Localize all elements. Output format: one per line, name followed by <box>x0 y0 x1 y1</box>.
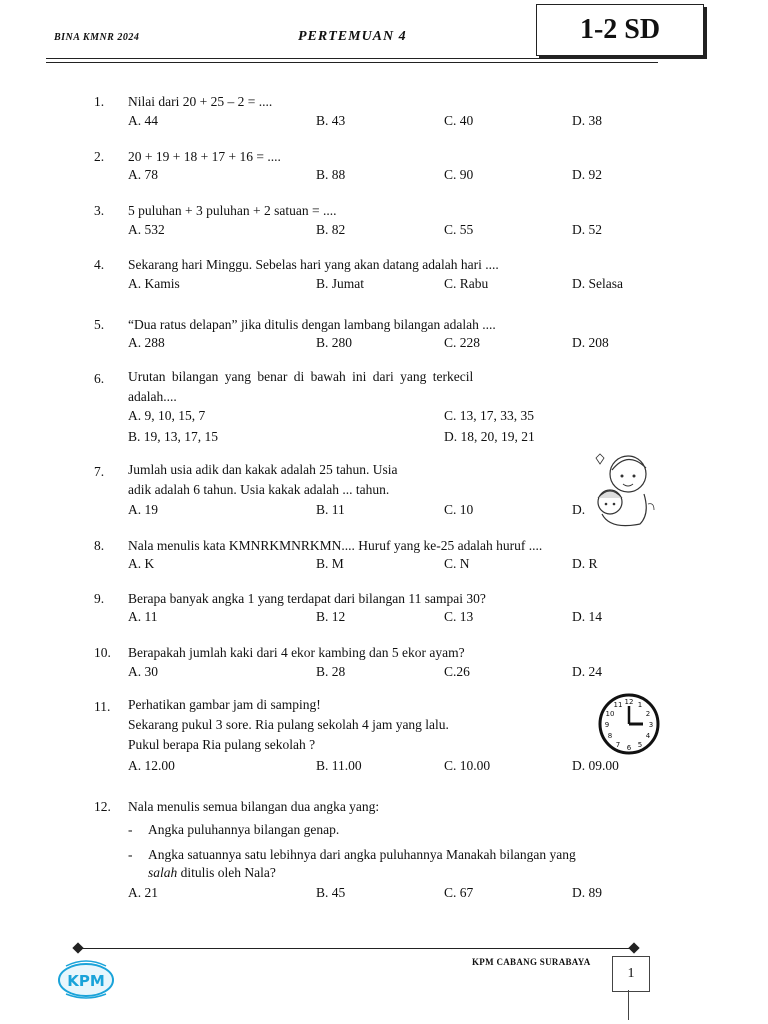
question-text-line: Sekarang pukul 3 sore. Ria pulang sekolah 4 jam yang lalu. <box>128 717 449 732</box>
option-d: D. 52 <box>572 222 602 237</box>
question-number: 8. <box>94 538 105 553</box>
option-a: A. 44 <box>128 113 158 128</box>
question-text-line: Pukul berapa Ria pulang sekolah ? <box>128 737 316 752</box>
option-c: C.26 <box>444 664 470 679</box>
clock-number: 2 <box>645 710 651 718</box>
header-divider <box>46 58 682 59</box>
bullet-dash: - <box>128 822 133 837</box>
bullet-item <box>128 822 340 838</box>
question-number: 4. <box>94 257 105 272</box>
bullet-text: Angka satuannya satu lebihnya dari angka puluhannya Manakah bilangan yang <box>148 847 576 862</box>
option-a: A. 21 <box>128 885 158 900</box>
question-text: Nala menulis semua bilangan dua angka yang: <box>128 799 380 814</box>
footer-diamond-left <box>72 942 83 953</box>
option-c: C. 10 <box>444 502 474 517</box>
header-title: PERTEMUAN 4 <box>298 29 407 44</box>
page-number-stem <box>628 990 629 1020</box>
clock-number: 7 <box>615 741 621 749</box>
options-7 <box>128 502 648 522</box>
question-text: Berapakah jumlah kaki dari 4 ekor kambing dan 5 ekor ayam? <box>128 645 465 660</box>
question-number: 5. <box>94 317 105 332</box>
options-11 <box>128 758 648 778</box>
option-d: D. 18, 20, 19, 21 <box>444 429 535 444</box>
bullet-tail-text: ditulis oleh Nala? <box>177 865 276 880</box>
option-c: C. 40 <box>444 113 474 128</box>
option-b: B. M <box>316 556 344 571</box>
siblings-illustration <box>590 444 660 534</box>
option-c: C. Rabu <box>444 276 489 291</box>
option-d: D. 09.00 <box>572 758 619 773</box>
question-text-line: adik adalah 6 tahun. Usia kakak adalah ... tahun. <box>128 482 390 497</box>
option-a: A. 78 <box>128 167 158 182</box>
question-number: 11. <box>94 699 111 714</box>
option-a: A. K <box>128 556 155 571</box>
options-12 <box>128 885 648 905</box>
option-d: D. 89 <box>572 885 602 900</box>
option-c: C. 228 <box>444 335 481 350</box>
question-text: Sekarang hari Minggu. Sebelas hari yang akan datang adalah hari .... <box>128 257 499 272</box>
option-b: B. 82 <box>316 222 346 237</box>
option-c: C. 90 <box>444 167 474 182</box>
question-text: 20 + 19 + 18 + 17 + 16 = .... <box>128 149 281 164</box>
footer-diamond-right <box>628 942 639 953</box>
clock-number: 3 <box>648 721 654 729</box>
option-d: D. 24 <box>572 664 602 679</box>
option-b: B. 280 <box>316 335 353 350</box>
bullet-item <box>128 847 576 863</box>
question-text: “Dua ratus delapan” jika ditulis dengan lambang bilangan adalah .... <box>128 317 496 332</box>
question-text: 5 puluhan + 3 puluhan + 2 satuan = .... <box>128 203 337 218</box>
option-c: C. 67 <box>444 885 474 900</box>
options-1 <box>128 113 648 133</box>
options-4 <box>128 276 648 296</box>
clock-number: 12 <box>624 698 634 706</box>
question-number: 10. <box>94 645 111 660</box>
options-2 <box>128 167 648 187</box>
option-c: C. 13, 17, 33, 35 <box>444 408 535 423</box>
option-b: B. 88 <box>316 167 346 182</box>
level-label: 1-2 SD <box>579 14 661 45</box>
option-b: B. 12 <box>316 609 346 624</box>
question-number: 6. <box>94 371 105 386</box>
page-number-box <box>612 956 650 992</box>
option-b: B. 45 <box>316 885 346 900</box>
options-9 <box>128 609 648 629</box>
header-divider-thin <box>46 62 658 63</box>
option-d: D. 92 <box>572 167 602 182</box>
bullet-text: Angka puluhannya bilangan genap. <box>148 822 340 837</box>
options-6-row-1 <box>128 408 648 428</box>
option-a: A. 9, 10, 15, 7 <box>128 408 206 423</box>
logo-text: KPM <box>67 972 105 990</box>
level-badge <box>536 4 704 56</box>
option-d: D. <box>572 502 586 517</box>
option-d: D. Selasa <box>572 276 623 291</box>
italic-word: salah <box>148 865 178 880</box>
question-text: Nala menulis kata KMNRKMNRKMN.... Huruf yang ke-25 adalah huruf .... <box>128 538 543 553</box>
question-text-line: Jumlah usia adik dan kakak adalah 25 tahun. Usia <box>128 462 398 477</box>
footer-divider <box>78 948 634 949</box>
option-c: C. 55 <box>444 222 474 237</box>
option-c: C. N <box>444 556 470 571</box>
option-b: B. 19, 13, 17, 15 <box>128 429 219 444</box>
clock-number: 5 <box>637 741 643 749</box>
option-a: A. 11 <box>128 609 158 624</box>
options-3 <box>128 222 648 242</box>
question-text: Nilai dari 20 + 25 – 2 = .... <box>128 94 273 109</box>
question-number: 3. <box>94 203 105 218</box>
question-text-line: Perhatikan gambar jam di samping! <box>128 697 321 712</box>
option-a: A. 12.00 <box>128 758 175 773</box>
option-c: C. 10.00 <box>444 758 491 773</box>
option-a: A. 288 <box>128 335 165 350</box>
header-left-label: BINA KMNR 2024 <box>54 32 140 43</box>
footer-org: KPM CABANG SURABAYA <box>472 957 591 967</box>
option-b: B. 28 <box>316 664 346 679</box>
question-number: 1. <box>94 94 105 109</box>
option-a: A. 532 <box>128 222 165 237</box>
question-number: 7. <box>94 464 105 479</box>
option-c: C. 13 <box>444 609 474 624</box>
option-b: B. 43 <box>316 113 346 128</box>
page-number: 1 <box>627 966 635 981</box>
option-d: D. R <box>572 556 598 571</box>
question-number: 9. <box>94 591 105 606</box>
option-d: D. 14 <box>572 609 602 624</box>
bullet-continuation <box>148 865 276 881</box>
option-b: B. 11 <box>316 502 345 517</box>
question-number: 2. <box>94 149 105 164</box>
question-number: 12. <box>94 799 111 814</box>
options-10 <box>128 664 648 684</box>
option-a: A. 19 <box>128 502 158 517</box>
clock-number: 4 <box>645 732 651 740</box>
option-b: B. 11.00 <box>316 758 362 773</box>
question-text: Berapa banyak angka 1 yang terdapat dari bilangan 11 sampai 30? <box>128 591 486 606</box>
clock-number: 8 <box>607 732 613 740</box>
option-d: D. 38 <box>572 113 602 128</box>
option-d: D. 208 <box>572 335 609 350</box>
options-8 <box>128 556 648 576</box>
question-text-line: Urutan bilangan yang benar di bawah ini dari yang terkecil <box>128 369 474 384</box>
bullet-dash: - <box>128 847 133 862</box>
option-a: A. Kamis <box>128 276 180 291</box>
option-a: A. 30 <box>128 664 158 679</box>
clock-number: 10 <box>605 710 615 718</box>
clock-illustration <box>594 692 664 756</box>
kpm-logo <box>56 956 116 1000</box>
clock-number: 6 <box>626 744 632 752</box>
clock-number: 9 <box>604 721 610 729</box>
options-5 <box>128 335 648 355</box>
clock-number: 1 <box>637 701 643 709</box>
clock-number: 11 <box>613 701 623 709</box>
option-b: B. Jumat <box>316 276 365 291</box>
options-6-row-2 <box>128 429 648 449</box>
question-text-line: adalah.... <box>128 389 177 404</box>
